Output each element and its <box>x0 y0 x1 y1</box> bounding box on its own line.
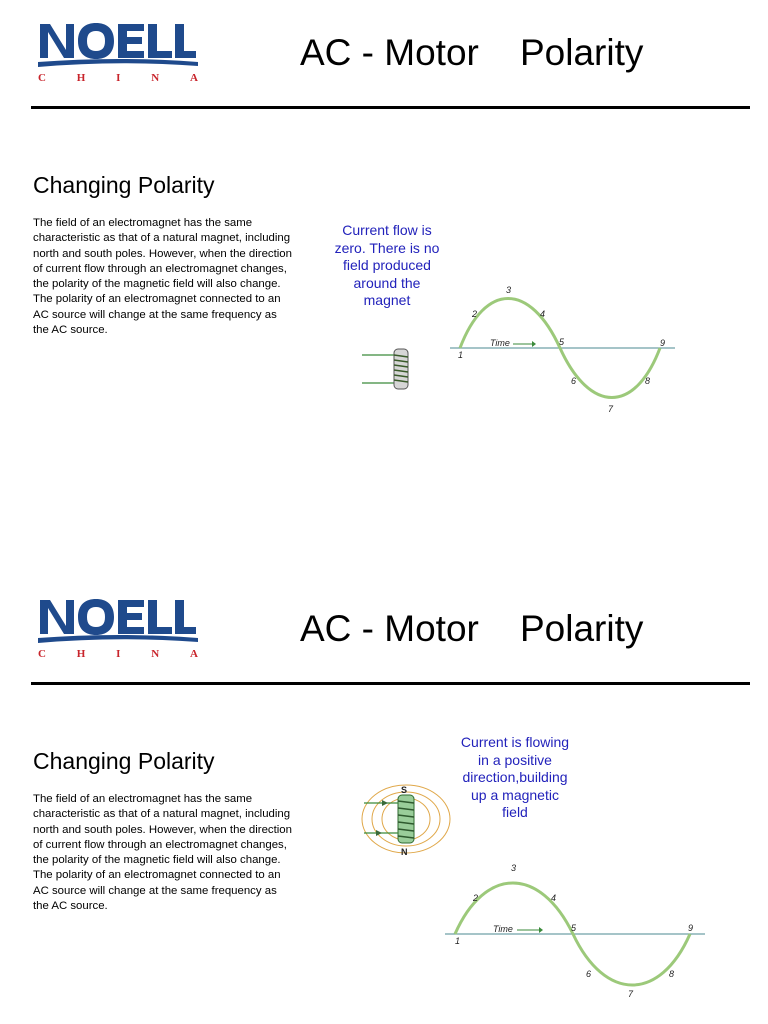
wave-point-label: 9 <box>688 923 694 933</box>
logo-letter: I <box>116 648 121 660</box>
wave-point-label: 2 <box>472 309 478 319</box>
body-paragraph: The field of an electromagnet has the same characteristic as that of a natural magnet, including north and south poles. However, when the direction of current flow through an electromagnet changes, the polarity of the magnetic field will also change. The polarity of an electromagnet connected to an AC source will change at the same frequency as the AC source. <box>33 217 292 337</box>
logo-china-letters <box>38 72 198 84</box>
north-pole-label: N <box>401 847 408 857</box>
logo-letter: H <box>76 648 86 660</box>
title-divider <box>31 106 750 109</box>
noell-china-logo <box>38 596 198 666</box>
body-paragraph: The field of an electromagnet has the same characteristic as that of a natural magnet, including north and south poles. However, when the direction of current flow through an electromagnet changes, the polarity of the magnetic field will also change. The polarity of an electromagnet connected to an AC source will change at the same frequency as the AC source. <box>33 793 292 913</box>
wave-point-label: 1 <box>458 350 464 360</box>
south-pole-label: S <box>401 785 408 795</box>
wave-point-label: 8 <box>669 969 675 979</box>
logo-letter: N <box>151 648 160 660</box>
noell-logo-mark <box>38 596 198 648</box>
logo-letter: C <box>38 648 46 660</box>
electromagnet-field-icon <box>360 781 452 857</box>
title-divider <box>31 682 750 685</box>
wave-point-label: 5 <box>571 923 577 933</box>
electromagnet-coil-icon <box>360 345 420 393</box>
wave-point-label: 7 <box>608 404 614 414</box>
sine-wave-diagram <box>450 282 680 417</box>
wave-point-label: 3 <box>511 864 517 873</box>
wave-point-label: 6 <box>586 969 592 979</box>
slide-2 <box>0 576 768 1024</box>
time-label: Time <box>493 924 513 934</box>
wave-point-label: 7 <box>628 989 634 999</box>
section-heading: Changing Polarity <box>33 172 215 198</box>
logo-letter: I <box>116 72 121 84</box>
logo-letter: H <box>76 72 86 84</box>
wave-point-label: 5 <box>559 337 565 347</box>
logo-letter: A <box>190 72 198 84</box>
wave-point-label: 6 <box>571 376 577 386</box>
wave-point-label: 8 <box>645 376 651 386</box>
slide-title: AC - Motor Polarity <box>300 608 644 649</box>
wave-point-label: 1 <box>455 936 461 946</box>
logo-china-letters <box>38 648 198 660</box>
slide-title: AC - Motor Polarity <box>300 32 644 73</box>
wave-point-label: 3 <box>506 285 512 295</box>
noell-china-logo <box>38 20 198 90</box>
logo-letter: C <box>38 72 46 84</box>
time-label: Time <box>490 338 510 348</box>
sine-wave-diagram <box>445 864 710 1002</box>
noell-logo-mark <box>38 20 198 72</box>
wave-point-label: 2 <box>473 893 479 903</box>
section-heading: Changing Polarity <box>33 748 215 774</box>
diagram-caption: Current is flowing in a positive direction,building up a magnetic field <box>460 734 570 821</box>
wave-point-label: 9 <box>660 338 666 348</box>
logo-letter: N <box>151 72 160 84</box>
wave-point-label: 4 <box>540 309 546 319</box>
logo-letter: A <box>190 648 198 660</box>
wave-point-label: 4 <box>551 893 557 903</box>
diagram-caption: Current flow is zero. There is no field produced around the magnet <box>334 222 440 309</box>
